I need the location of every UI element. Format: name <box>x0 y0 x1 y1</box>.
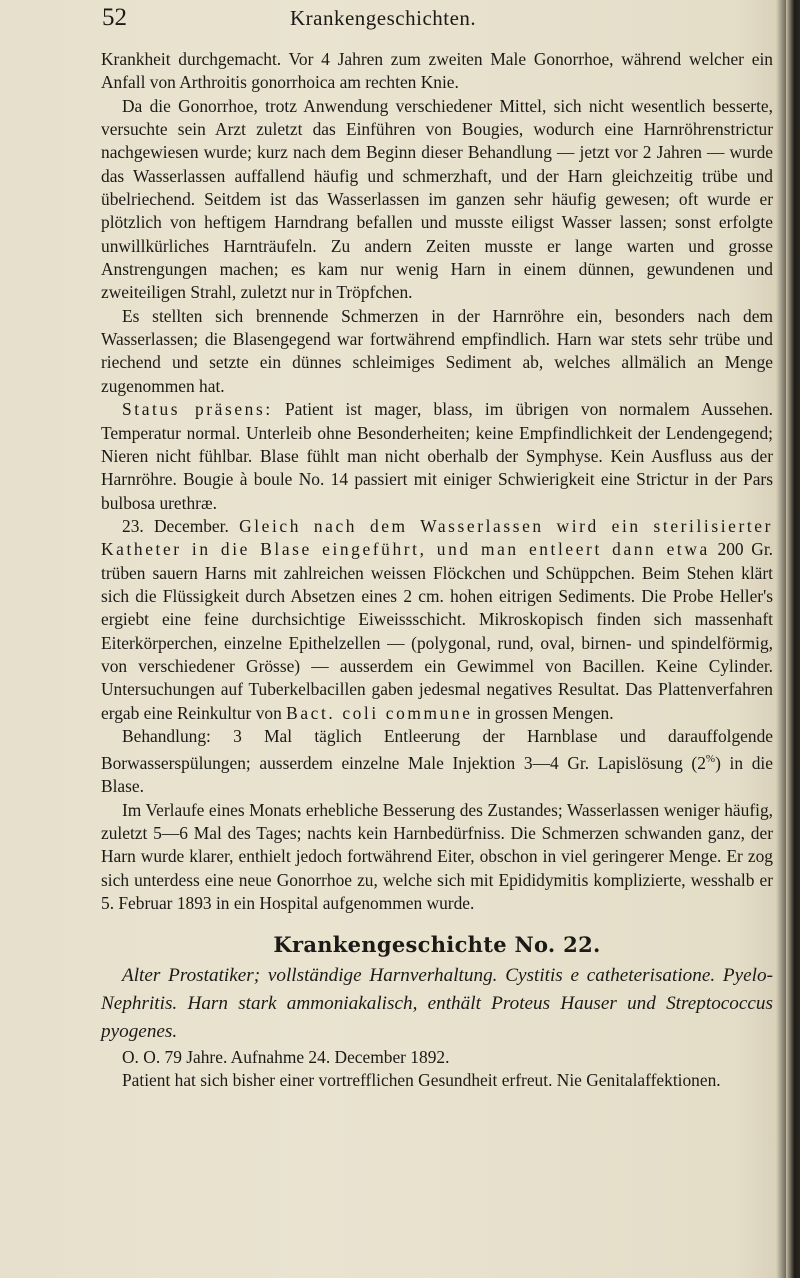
course-paragraph: Im Verlaufe eines Monats erhebliche Besserung des Zustandes; Wasserlassen weniger häufig, zuletzt 5—6 Mal des Tages; nachts kein Harnbedürfniss. Die Schmerzen schwanden ganz, der Harn wurde klarer, enthielt jedoch fortwährend Eiter, obschon in viel geringerer Menge. Er zog sich unterdess eine neue Gonorrhoe zu, welche sich mit Epididymitis komplizierte, wesshalb er 5. Februar 1893 in ein Hospital aufgenommen wurde. <box>101 799 773 914</box>
status-text: Patient ist mager, blass, im übrigen von normalem Aussehen. Temperatur normal. Unterleib ohne Besonderheiten; keine Empfindlichkeit der Lendengegend; Nieren nicht fühlbar. Blase fühlt man nicht oberhalb der Symphyse. Kein Ausfluss aus der Harnröhre. Bougie à boule No. 14 passiert mit einiger Schwierigkeit eine Strictur in der Pars bulbosa urethræ. <box>101 399 773 513</box>
body-text <box>101 48 773 1093</box>
december-spaced: Gleich nach dem Wasserlassen wird ein sterilisierter Katheter in die Blase eingeführt, und man entleert dann etwa <box>101 515 774 560</box>
anamnesis: Patient hat sich bisher einer vortrefflichen Gesundheit erfreut. Nie Genitalaffektionen. <box>122 1070 721 1091</box>
treatment-text-before: Behandlung: 3 Mal täglich Entleerung der Harnblase und darauffolgende Borwasserspülungen; ausserdem einzelne Male Injektion 3—4 Gr. Lapislösung (2 <box>101 725 773 774</box>
treatment-paragraph <box>101 725 773 799</box>
december-date: 23. December. <box>122 515 229 536</box>
case-diagnosis: Alter Prostatiker; vollständige Harnverhaltung. Cystitis e catheterisatione. Pyelo-Nephritis. Harn stark ammoniakalisch, enthält Proteus Hauser und Streptococcus pyogenes. <box>101 964 773 1042</box>
december-text1: 200 Gr. trüben sauern Harns mit zahlreichen weissen Flöckchen und Schüppchen. Beim Stehen klärt sich die Flüssigkeit durch Absetzen eines 2 cm. hohen eitrigen Sediments. Die Probe Heller's ergiebt eine feine durchsichtige Eiweissschicht. Mikroskopisch finden sich massenhaft Eiterkörperchen, einzelne Epithelzellen — (polygonal, rund, oval, birnen- und spindelförmig, von verschiedener Grösse) — ausserdem ein Gewimmel von Bacillen. Keine Cylinder. Untersuchungen auf Tuberkelbacillen gaben jedesmal negatives Resultat. Das Plattenverfahren ergab eine Reinkultur von <box>101 539 774 723</box>
status-paragraph <box>101 398 773 515</box>
percent-sign: % <box>705 753 716 766</box>
december-paragraph <box>101 515 773 725</box>
bact-name: Bact. coli commune <box>286 702 473 723</box>
december-text2: in grossen Mengen. <box>476 702 614 723</box>
patient-line: O. O. 79 Jahre. Aufnahme 24. December 1892. <box>122 1046 450 1067</box>
case-heading: Krankengeschichte No. 22. <box>273 931 601 957</box>
page-header <box>102 4 782 34</box>
paragraph: Da die Gonorrhoe, trotz Anwendung verschiedener Mittel, sich nicht wesentlich besserte, versuchte sein Arzt zuletzt das Einführen von Bougies, wodurch eine Harnröhrenstrictur nachgewiesen wurde; kurz nach dem Beginn dieser Behandlung — jetzt vor 2 Jahren — wurde das Wasserlassen auffallend häufig und schmerzhaft, und der Harn gleichzeitig trübe und übelriechend. Seitdem ist das Wasserlassen im ganzen sehr häufig gewesen; oft wurde er plötzlich von heftigem Harndrang befallen und musste eiligst Wasser lassen; sonst erfolgte unwillkürliches Harnträufeln. Zu andern Zeiten musste er lange warten und grosse Anstrengungen machen; es kam nur wenig Harn in einem dünnen, gewundenen und zweiteiligen Strahl, zuletzt nur in Tröpfchen. <box>101 95 773 303</box>
page-edge <box>786 0 800 1278</box>
status-lead: Status präsens: <box>122 399 273 420</box>
paragraph: Es stellten sich brennende Schmerzen in der Harnröhre ein, besonders nach dem Wasserlassen; die Blasengegend war fortwährend empfindlich. Harn war stets sehr trübe und riechend und setzte ein dünnes schleimiges Sediment ab, welches allmälich an Menge zugenommen hat. <box>101 305 773 396</box>
page-number: 52 <box>102 4 127 31</box>
running-head: Krankengeschichten. <box>290 6 477 30</box>
treatment-text-after: ) in die Blase. <box>101 753 773 797</box>
paragraph: Krankheit durchgemacht. Vor 4 Jahren zum zweiten Male Gonorrhoe, während welcher ein Anfall von Arthroitis gonorrhoica am rechten Knie. <box>101 49 773 93</box>
